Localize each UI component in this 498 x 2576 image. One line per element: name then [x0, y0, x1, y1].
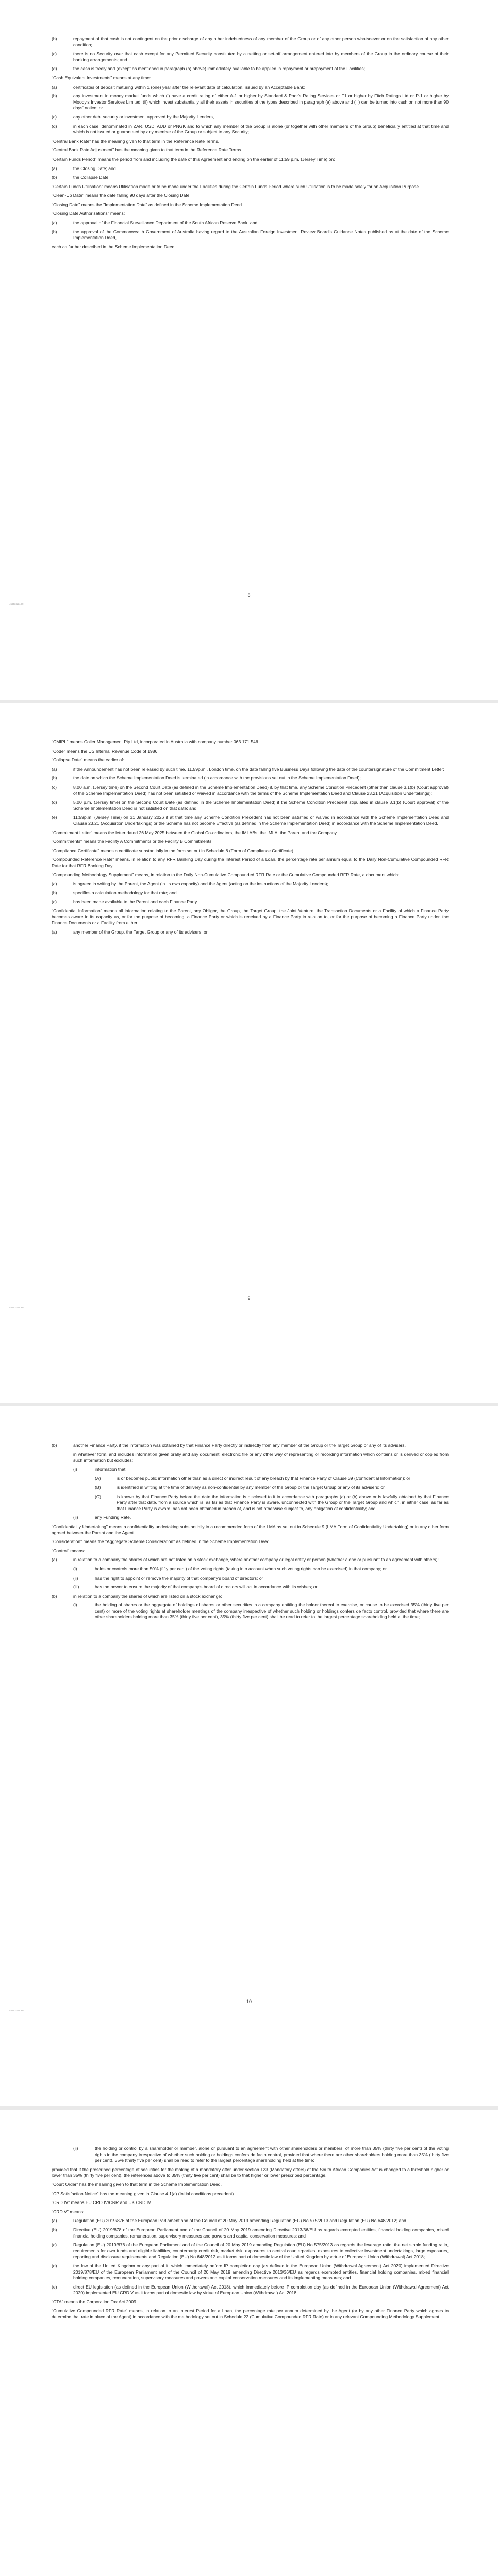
- list-item: [52, 166, 449, 172]
- definition-paragraph: [52, 839, 449, 845]
- list-item: [52, 775, 449, 782]
- item-text: any other debt security or investment approved by the Majority Lenders,: [73, 114, 214, 120]
- list-item: [52, 2227, 449, 2239]
- item-text: is known by that Finance Party before the date the information is disclosed to it in accordance with paragraphs (a) or (b) above or is lawfully obtained by that Finance Party after that date, from a source which is, as far as that Finance Party is aware, unconnected with the Group or the Target Group and which, in either case, as far as that Finance Party is aware, has not been obtained in breach of, and is not otherwise subject to, any obligation of confidentiality; and: [117, 1494, 449, 1511]
- list-item: [52, 2146, 449, 2164]
- list-item: [52, 1467, 449, 1473]
- item-text: Regulation (EU) 2019/876 of the European Parliament and of the Council of 20 May 2019 amending Regulation (EU) No 575/2013 and Regulation (EU) No 648/2012; and: [73, 2218, 406, 2224]
- item-text: has the power to ensure the majority of that company's board of directors will act in accordance with its wishes; or: [95, 1584, 318, 1590]
- definition-paragraph: [52, 857, 449, 869]
- list-item: [52, 800, 449, 811]
- page-number: 8: [247, 592, 251, 598]
- document-page: [0, 0, 498, 703]
- item-label: (c): [52, 114, 57, 120]
- item-text: "Central Bank Rate" has the meaning given to that term in the Reference Rate Terms.: [52, 138, 220, 144]
- list-item: [52, 175, 449, 181]
- page-footer-reference: 45653.124.89: [9, 1306, 24, 1309]
- definition-paragraph: [52, 211, 449, 217]
- list-item: [52, 785, 449, 796]
- item-text: specifies a calculation methodology for that rate; and: [73, 890, 177, 895]
- item-text: Regulation (EU) 2019/876 of the European Parliament and of the Council of 20 May 2019 amending Regulation (EU) No 575/2013 as regards the leverage ratio, the net stable funding ratio, requirements for own funds and eligible liabilities, counterparty credit risk, market risk, exposures to central counterparties, exposures to collective investment undertakings, large exposures, reporting and disclosure requirements and Regulation (EU) No 648/2012 as it forms part of domestic law of the United Kingdom by virtue of European Union (Withdrawal) Act 2018;: [73, 2242, 449, 2260]
- page-content: [52, 1443, 449, 1623]
- item-label: (d): [52, 123, 57, 129]
- item-text: any Funding Rate.: [95, 1515, 131, 1520]
- item-label: (b): [52, 2227, 57, 2232]
- definition-paragraph: [52, 244, 449, 250]
- item-label: (B): [95, 1484, 101, 1490]
- list-item: [52, 929, 449, 936]
- document-page: [0, 703, 498, 1406]
- item-text: there is no Security over that cash except for any Permitted Security constituted by a netting or set-off arrangement entered into by members of the Group in the ordinary course of their banking arrangements; and: [73, 51, 449, 62]
- item-text: "Commitment Letter" means the letter dated 26 May 2025 between the Global Co-ordinators, the IMLABs, the IMLA, the Parent and the Company.: [52, 829, 338, 835]
- page-number: 9: [247, 1296, 251, 1301]
- definition-paragraph: [52, 2182, 449, 2188]
- item-text: is or becomes public information other than as a direct or indirect result of any breach by that Finance Party of Clause 39 (Confidential Information); or: [117, 1476, 410, 1481]
- list-item: [52, 229, 449, 241]
- item-text: holds or controls more than 50% (fifty per cent) of the voting rights (taking into account when such voting rights can be exercised) in that company; or: [95, 1566, 387, 1571]
- list-item: [52, 84, 449, 91]
- item-label: (a): [52, 1557, 57, 1563]
- item-text: "Cash Equivalent Investments" means at any time:: [52, 75, 151, 80]
- item-text: any member of the Group, the Target Group or any of its advisers; or: [73, 929, 208, 935]
- page-content: [52, 2146, 449, 2324]
- item-text: "Closing Date Authorisations" means:: [52, 211, 125, 216]
- document-page: [0, 2110, 498, 2576]
- item-label: (i): [73, 1566, 77, 1571]
- item-label: (b): [52, 175, 57, 180]
- item-text: each as further described in the Scheme Implementation Deed.: [52, 244, 176, 249]
- item-text: information that:: [95, 1466, 127, 1472]
- list-item: [52, 1452, 449, 1464]
- item-label: (c): [52, 899, 57, 905]
- item-label: (e): [52, 2284, 57, 2290]
- item-label: (c): [52, 784, 57, 790]
- item-text: "Compounded Reference Rate" means, in relation to any RFR Banking Day during the Interest Period of a Loan, the percentage rate per annum equal to the Daily Non-Cumulative Compounded RFR Rate for that RFR Banking Day.: [52, 857, 449, 868]
- item-label: (ii): [73, 1515, 78, 1520]
- list-item: [52, 890, 449, 896]
- item-label: (a): [52, 165, 57, 171]
- definition-paragraph: [52, 2299, 449, 2306]
- list-item: [52, 1594, 449, 1600]
- item-label: (i): [73, 1602, 77, 1608]
- item-text: repayment of that cash is not contingent on the prior discharge of any other indebtedness of any member of the Group or of any other person whatsoever or on the satisfaction of any other condition;: [73, 36, 449, 47]
- item-text: "Confidentiality Undertaking" means a confidentiality undertaking substantially in a recommended form of the LMA as set out in Schedule 9 (LMA Form of Confidentiality Undertaking) or in any other form agreed between the Parent and the Agent.: [52, 1523, 449, 1535]
- item-text: if the Announcement has not been released by such time, 11.59p.m., London time, on the date falling five Business Days following the date of the countersignature of the Commitment Letter;: [73, 766, 444, 772]
- document-page: [0, 1406, 498, 2110]
- list-item: [52, 1476, 449, 1482]
- list-item: [52, 881, 449, 887]
- item-text: "Closing Date" means the "Implementation Date" as defined in the Scheme Implementation Deed.: [52, 201, 243, 207]
- item-label: (b): [52, 36, 57, 41]
- definition-paragraph: [52, 749, 449, 755]
- item-text: "CTA" means the Corporation Tax Act 2009.: [52, 2299, 138, 2304]
- definition-paragraph: [52, 2191, 449, 2197]
- item-label: (b): [52, 890, 57, 895]
- item-label: (b): [52, 1593, 57, 1599]
- list-item: [52, 1575, 449, 1582]
- item-label: (ii): [73, 1575, 78, 1581]
- item-label: (b): [52, 93, 57, 99]
- item-label: (i): [73, 1466, 77, 1472]
- item-text: 5.00 p.m. (Jersey time) on the Second Court Date (as defined in the Scheme Implementation Deed) if the Scheme Condition Precedent stipulated in clause 3.1(b) (Court approval) of the Scheme Implementation Deed is not satisfied on that date; and: [73, 800, 449, 811]
- item-text: "Court Order" has the meaning given to that term in the Scheme Implementation Deed.: [52, 2181, 222, 2187]
- list-item: [52, 815, 449, 826]
- item-text: "Collapse Date" means the earlier of:: [52, 757, 124, 763]
- definition-paragraph: [52, 2308, 449, 2320]
- item-text: Directive (EU) 2019/878 of the European Parliament and of the Council of 20 May 2019 amending Directive 2013/36/EU as regards exempted entities, financial holding companies, mixed financial holding companies, remuneration, supervisory measures and powers and capital conservation measures; and: [73, 2227, 449, 2239]
- definition-paragraph: [52, 872, 449, 878]
- definition-paragraph: [52, 908, 449, 926]
- item-text: the holding or control by a shareholder or member, alone or pursuant to an agreement with other shareholders or members, of more than 35% (thirty five per cent) of the voting rights in the company irrespective of whether such holding or holdings confers de facto control, provided that where there are other shareholders holding more than 35% (thirty five per cent), 35% (thirty five per cent) shall be read to refer to the largest percentage shareholding held at the time;: [95, 2146, 449, 2163]
- definition-paragraph: [52, 739, 449, 745]
- page-footer-reference: 45653.124.89: [9, 2009, 24, 2012]
- item-text: in whatever form, and includes information given orally and any document, electronic file or any other way of representing or recording information which contains or is derived or copied from such information but excludes:: [73, 1451, 449, 1463]
- definition-paragraph: [52, 157, 449, 163]
- item-text: the cash is freely and (except as mentioned in paragraph (a) above) immediately available to be applied in repayment or prepayment of the Facilities;: [73, 66, 366, 72]
- item-label: (d): [52, 2263, 57, 2268]
- list-item: [52, 1443, 449, 1449]
- item-text: "Compounding Methodology Supplement" means, in relation to the Daily Non-Cumulative Compounded RFR Rate or the Cumulative Compounded RFR Rate, a document which:: [52, 872, 400, 877]
- item-text: provided that if the prescribed percentage of securities for the making of a mandatory offer under section 123 (Mandatory offers) of the South African Companies Act is changed to a threshold higher or lower than 35% (thirty five per cent), the references above to 35% (thirty five per cent) shall be to that higher or lower prescribed percentage.: [52, 2166, 449, 2178]
- item-text: the approval of the Commonwealth Government of Australia having regard to the Australian Foreign Investment Review Board's Guidance Notes published as at the date of the Scheme Implementation Deed,: [73, 229, 449, 241]
- list-item: [52, 1602, 449, 1620]
- item-label: (e): [52, 815, 57, 820]
- item-label: (C): [95, 1494, 101, 1499]
- item-text: 11:59p.m. (Jersey Time) on 31 January 2026 if at that time any Scheme Condition Precedent has not been satisfied or waived in accordance with the Scheme Implementation Deed and Clause 23.21 (Acquisition Undertakings) or the Scheme has not become Effective (as defined in the Scheme Implementation Deed) in accordance with the Scheme Implementation Deed.: [73, 815, 449, 826]
- list-item: [52, 1515, 449, 1521]
- item-text: is agreed in writing by the Parent, the Agent (in its own capacity) and the Agent (acting on the instructions of the Majority Lenders);: [73, 881, 328, 887]
- item-text: "Compliance Certificate" means a certificate substantially in the form set out in Schedule 8 (Form of Compliance Certificate).: [52, 848, 295, 853]
- item-text: the approval of the Financial Surveillance Department of the South African Reserve Bank; and: [73, 220, 258, 226]
- definition-paragraph: [52, 757, 449, 764]
- page-footer-reference: 45653.124.89: [9, 603, 24, 605]
- list-item: [52, 114, 449, 121]
- item-label: (a): [52, 766, 57, 772]
- list-item: [52, 767, 449, 773]
- item-text: has the right to appoint or remove the majority of that company's board of directors; or: [95, 1575, 263, 1581]
- list-item: [52, 1584, 449, 1590]
- item-label: (ii): [73, 2146, 78, 2151]
- item-text: "CRD IV" means EU CRD IV/CRR and UK CRD IV.: [52, 2200, 152, 2206]
- list-item: [52, 51, 449, 63]
- item-label: (a): [52, 220, 57, 226]
- item-text: "Central Bank Rate Adjustment" has the meaning given to that term in the Reference Rate Terms.: [52, 147, 242, 153]
- item-label: (a): [52, 2218, 57, 2224]
- list-item: [52, 36, 449, 48]
- page-number: 10: [246, 1999, 252, 2004]
- list-item: [52, 2242, 449, 2260]
- item-text: in relation to a company the shares of which are listed on a stock exchange:: [73, 1593, 222, 1599]
- list-item: [52, 66, 449, 72]
- item-text: direct EU legislation (as defined in the European Union (Withdrawal) Act 2018), which immediately before IP completion day (as defined in the European Union (Withdrawal Agreement) Act 2020) implemented EU CRD V as it forms part of domestic law by virtue of European Union (Withdrawal) Act 2018.: [73, 2284, 449, 2296]
- list-item: [52, 2218, 449, 2224]
- item-text: another Finance Party, if the information was obtained by that Finance Party directly or indirectly from any member of the Group or the Target Group or any of its advisers,: [73, 1443, 406, 1448]
- definition-paragraph: [52, 1548, 449, 1554]
- item-label: (b): [52, 229, 57, 234]
- item-label: (d): [52, 800, 57, 805]
- definition-paragraph: [52, 193, 449, 199]
- item-label: (a): [52, 84, 57, 90]
- item-label: (d): [52, 66, 57, 72]
- definition-paragraph: [52, 139, 449, 145]
- definition-paragraph: [52, 1539, 449, 1545]
- item-text: "Certain Funds Period" means the period from and including the date of this Agreement and ending on the earlier of 11:59 p.m. (Jersey Time) on:: [52, 156, 335, 162]
- item-label: (a): [52, 929, 57, 935]
- item-label: (A): [95, 1476, 101, 1481]
- item-text: has been made available to the Parent and each Finance Party.: [73, 899, 198, 905]
- definition-paragraph: [52, 2200, 449, 2206]
- definition-paragraph: [52, 202, 449, 208]
- list-item: [52, 1557, 449, 1563]
- item-label: (b): [52, 775, 57, 781]
- item-text: "CMIPL" means Coller Management Pty Ltd, incorporated in Australia with company number 063 171 546.: [52, 739, 260, 744]
- definition-paragraph: [52, 830, 449, 836]
- item-text: "Clean-Up Date" means the date falling 90 days after the Closing Date.: [52, 193, 191, 198]
- item-text: "Code" means the US Internal Revenue Code of 1986.: [52, 748, 159, 754]
- item-text: any investment in money market funds which (i) have a credit rating of either A-1 or higher by Standard & Poor's Rating Services or F1 or higher by Fitch Ratings Ltd or P-1 or higher by Moody's Investor Services Limited, (ii) which invest substantially all their assets in securities of the types described in paragraph (a) above and (iii) can be turned into cash on not more than 90 days' notice; or: [73, 93, 449, 111]
- item-text: "CRD V" means:: [52, 2209, 85, 2214]
- list-item: [52, 1485, 449, 1491]
- item-text: "Consideration" means the "Aggregate Scheme Consideration" as defined in the Scheme Implementation Deed.: [52, 1539, 271, 1545]
- item-text: the holding of shares or the aggregate of holdings of shares or other securities in a company entitling the holder thereof to exercise, or cause to be exercised 35% (thirty five per cent) or more of the voting rights at shareholder meetings of the company irrespective of whether such holding or holdings confers de facto control, provided that where there are other shareholders holding more than 35% (thirty five per cent), 35% (thirty five per cent) shall be read to refer to the largest percentage shareholding held at the time;: [95, 1602, 449, 1620]
- list-item: [52, 1494, 449, 1512]
- definition-paragraph: [52, 2167, 449, 2179]
- item-text: the Closing Date; and: [73, 165, 116, 171]
- definition-paragraph: [52, 2209, 449, 2215]
- item-text: 8.00 a.m. (Jersey time) on the Second Court Date (as defined in the Scheme Implementation Deed) if, by that time, any Scheme Condition Precedent (other than clause 3.1(b) (Court approval) of the Scheme Implementation Deed) has not been satisfied or waived in accordance with the terms of the Scheme Implementation Deed and Clause 23.21 (Acquisition Undertakings);: [73, 784, 449, 796]
- item-text: "Commitments" means the Facility A Commitments or the Facility B Commitments.: [52, 839, 213, 844]
- list-item: [52, 124, 449, 135]
- item-text: certificates of deposit maturing within 1 (one) year after the relevant date of calculation, issued by an Acceptable Bank;: [73, 84, 305, 90]
- item-text: "Certain Funds Utilisation" means Utilisation made or to be made under the Facilities during the Certain Funds Period where such Utilisation is to be made solely for an Acquisition Purpose.: [52, 183, 420, 189]
- list-item: [52, 899, 449, 905]
- item-text: "Control" means:: [52, 1548, 85, 1553]
- page-content: [52, 739, 449, 938]
- item-text: in each case, denominated in ZAR, USD, AUD or PNGK and to which any member of the Group is alone (or together with other members of the Group) beneficially entitled at that time and which is not issued or guaranteed by any member of the Group or subject to any Security;: [73, 123, 449, 135]
- definition-paragraph: [52, 75, 449, 81]
- definition-paragraph: [52, 184, 449, 190]
- list-item: [52, 2263, 449, 2281]
- item-text: in relation to a company the shares of which are not listed on a stock exchange, where another company or legal entity or person (whether alone or pursuant to an agreement with others):: [73, 1557, 439, 1563]
- item-label: (c): [52, 2242, 57, 2248]
- list-item: [52, 93, 449, 111]
- item-label: (iii): [73, 1584, 79, 1590]
- item-text: "CP Satisfaction Notice" has the meaning given in Clause 4.1(a) (Initial conditions precedent).: [52, 2191, 235, 2196]
- definition-paragraph: [52, 1524, 449, 1536]
- item-label: (b): [52, 1443, 57, 1448]
- page-content: [52, 36, 449, 253]
- item-text: is identified in writing at the time of delivery as non-confidential by any member of the Group or the Target Group or any of its advisers; or: [117, 1484, 385, 1490]
- definition-paragraph: [52, 147, 449, 154]
- list-item: [52, 1566, 449, 1572]
- list-item: [52, 2284, 449, 2296]
- item-label: (a): [52, 881, 57, 887]
- definition-paragraph: [52, 848, 449, 854]
- item-text: the date on which the Scheme Implementation Deed is terminated (in accordance with the provisions set out in the Scheme Implementation Deed);: [73, 775, 361, 781]
- item-text: the law of the United Kingdom or any part of it, which immediately before IP completion day (as defined in the European Union (Withdrawal Agreement) Act 2020) implemented Directive 2019/878/EU of the European Parliament and of the Council of 20 May 2019 amending Directive 2013/36/EU as regards exempted entities, financial holding companies, mixed financial holding companies, remuneration, supervisory measures and powers and capital conservation measures and its implementing measures; and: [73, 2263, 449, 2281]
- item-text: "Confidential Information" means all information relating to the Parent, any Obligor, the Group, the Target Group, the Joint Venture, the Transaction Documents or a Facility of which a Finance Party becomes aware in its capacity as, or for the purpose of becoming, a Finance Party or which is received by a Finance Party in relation to, or for the purpose of becoming a Finance Party under, the Finance Documents or a Facility from either:: [52, 908, 449, 926]
- list-item: [52, 220, 449, 226]
- item-text: "Cumulative Compounded RFR Rate" means, in relation to an Interest Period for a Loan, the percentage rate per annum determined by the Agent (or by any other Finance Party which agrees to determine that rate in place of the Agent) in accordance with the methodology set out in Schedule 22 (Cumulative Compounded RFR Rate) or in any relevant Compounding Methodology Supplement.: [52, 2308, 449, 2320]
- item-text: the Collapse Date.: [73, 175, 110, 180]
- item-label: (c): [52, 51, 57, 57]
